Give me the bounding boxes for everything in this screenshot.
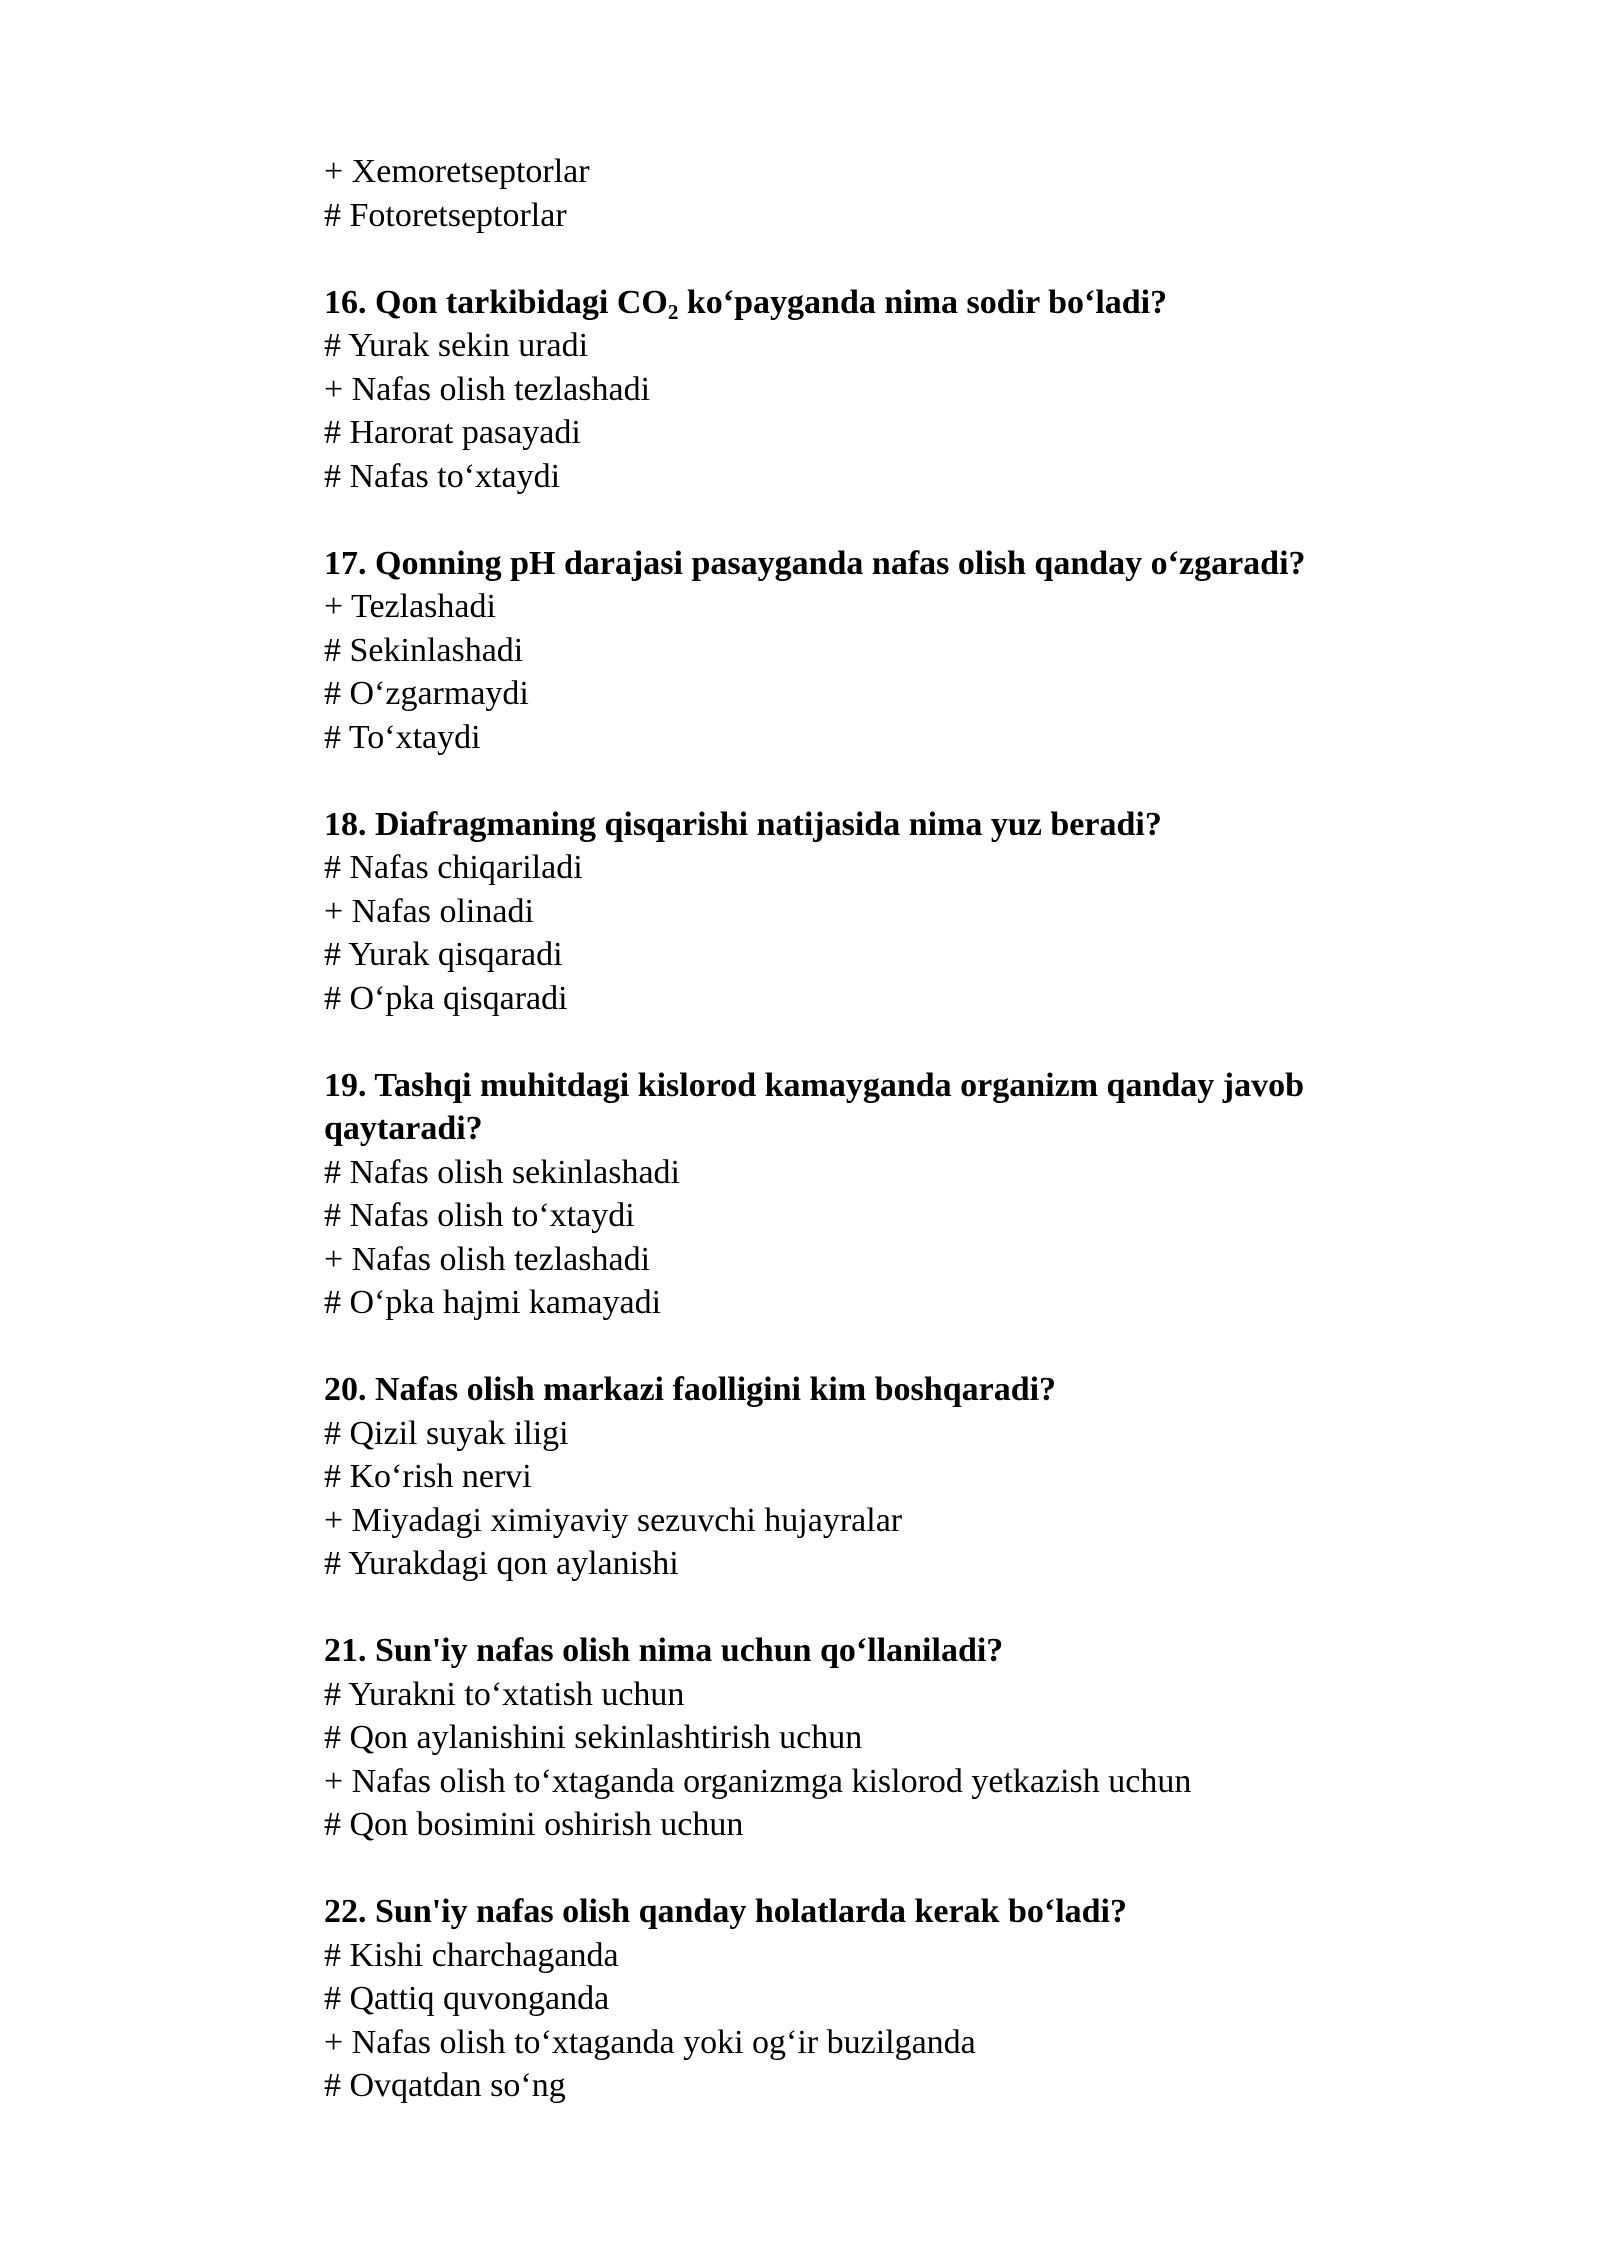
question-title: 21. Sun'iy nafas olish nima uchun qo‘llaniladi? — [324, 1632, 1004, 1669]
option-line: # Yurak sekin uradi — [324, 327, 589, 364]
question-title-text: ko‘payganda nima sodir bo‘ladi? — [678, 283, 1168, 321]
option-line: # Nafas to‘xtaydi — [324, 457, 561, 495]
question-16 — [324, 281, 1439, 499]
option-line: # To‘xtaydi — [324, 718, 481, 756]
question-title: 18. Diafragmaning qisqarishi natijasida nima yuz beradi? — [324, 805, 1162, 843]
question-17 — [324, 542, 1439, 760]
continuation-block — [324, 150, 1439, 237]
option-line: # Yurakdagi qon aylanishi — [324, 1545, 679, 1582]
option-line: # Yurakni to‘xtatish uchun — [324, 1675, 685, 1713]
option-line: # Nafas olish sekinlashadi — [324, 1153, 680, 1191]
option-line: + Nafas olinadi — [324, 892, 534, 930]
option-line: # O‘pka hajmi kamayadi — [324, 1284, 662, 1321]
option-line: # Nafas olish to‘xtaydi — [324, 1197, 635, 1234]
option-line: # Kishi charchaganda — [324, 1936, 619, 1974]
subscript: 2 — [667, 299, 679, 324]
option-line: + Miyadagi ximiyaviy sezuvchi hujayralar — [324, 1501, 903, 1539]
question-title: 17. Qonning pH darajasi pasayganda nafas olish qanday o‘zgaradi? — [324, 544, 1306, 582]
question-title — [324, 281, 1439, 325]
question-21 — [324, 1629, 1439, 1847]
question-22 — [324, 1890, 1439, 2108]
question-title: 22. Sun'iy nafas olish qanday holatlarda kerak bo‘ladi? — [324, 1893, 1128, 1930]
option-line: # Qon bosimini oshirish uchun — [324, 1806, 744, 1843]
option-line: + Nafas olish tezlashadi — [324, 1240, 651, 1278]
option-line: # Sekinlashadi — [324, 631, 524, 669]
option-line: + Nafas olish tezlashadi — [324, 370, 651, 408]
question-title: 19. Tashqi muhitdagi kislorod kamayganda organizm qanday javob qaytaradi? — [324, 1066, 1304, 1147]
question-19 — [324, 1064, 1439, 1325]
option-line: + Tezlashadi — [324, 588, 496, 625]
option-line: # O‘pka qisqaradi — [324, 979, 568, 1017]
option-line: # Harorat pasayadi — [324, 414, 581, 451]
option-line: # Qon aylanishini sekinlashtirish uchun — [324, 1719, 863, 1756]
option-line: + Nafas olish to‘xtaganda organizmga kislorod yetkazish uchun — [324, 1762, 1192, 1800]
document-body — [324, 150, 1439, 2151]
option-line: # O‘zgarmaydi — [324, 675, 529, 712]
question-title: 20. Nafas olish markazi faolligini kim boshqaradi? — [324, 1371, 1057, 1408]
option-line: # Fotoretseptorlar — [324, 196, 567, 234]
option-line: # Yurak qisqaradi — [324, 936, 563, 973]
option-line: + Nafas olish to‘xtaganda yoki og‘ir buzilganda — [324, 2023, 976, 2061]
option-line: # Qattiq quvonganda — [324, 1980, 610, 2017]
option-line: # Ko‘rish nervi — [324, 1458, 532, 1495]
question-20 — [324, 1368, 1439, 1586]
question-title-text: 16. Qon tarkibidagi CO — [324, 283, 668, 321]
question-18 — [324, 803, 1439, 1021]
option-line: + Xemoretseptorlar — [324, 153, 590, 190]
option-line: # Qizil suyak iligi — [324, 1414, 569, 1452]
option-line: # Nafas chiqariladi — [324, 849, 583, 886]
option-line: # Ovqatdan so‘ng — [324, 2067, 566, 2104]
